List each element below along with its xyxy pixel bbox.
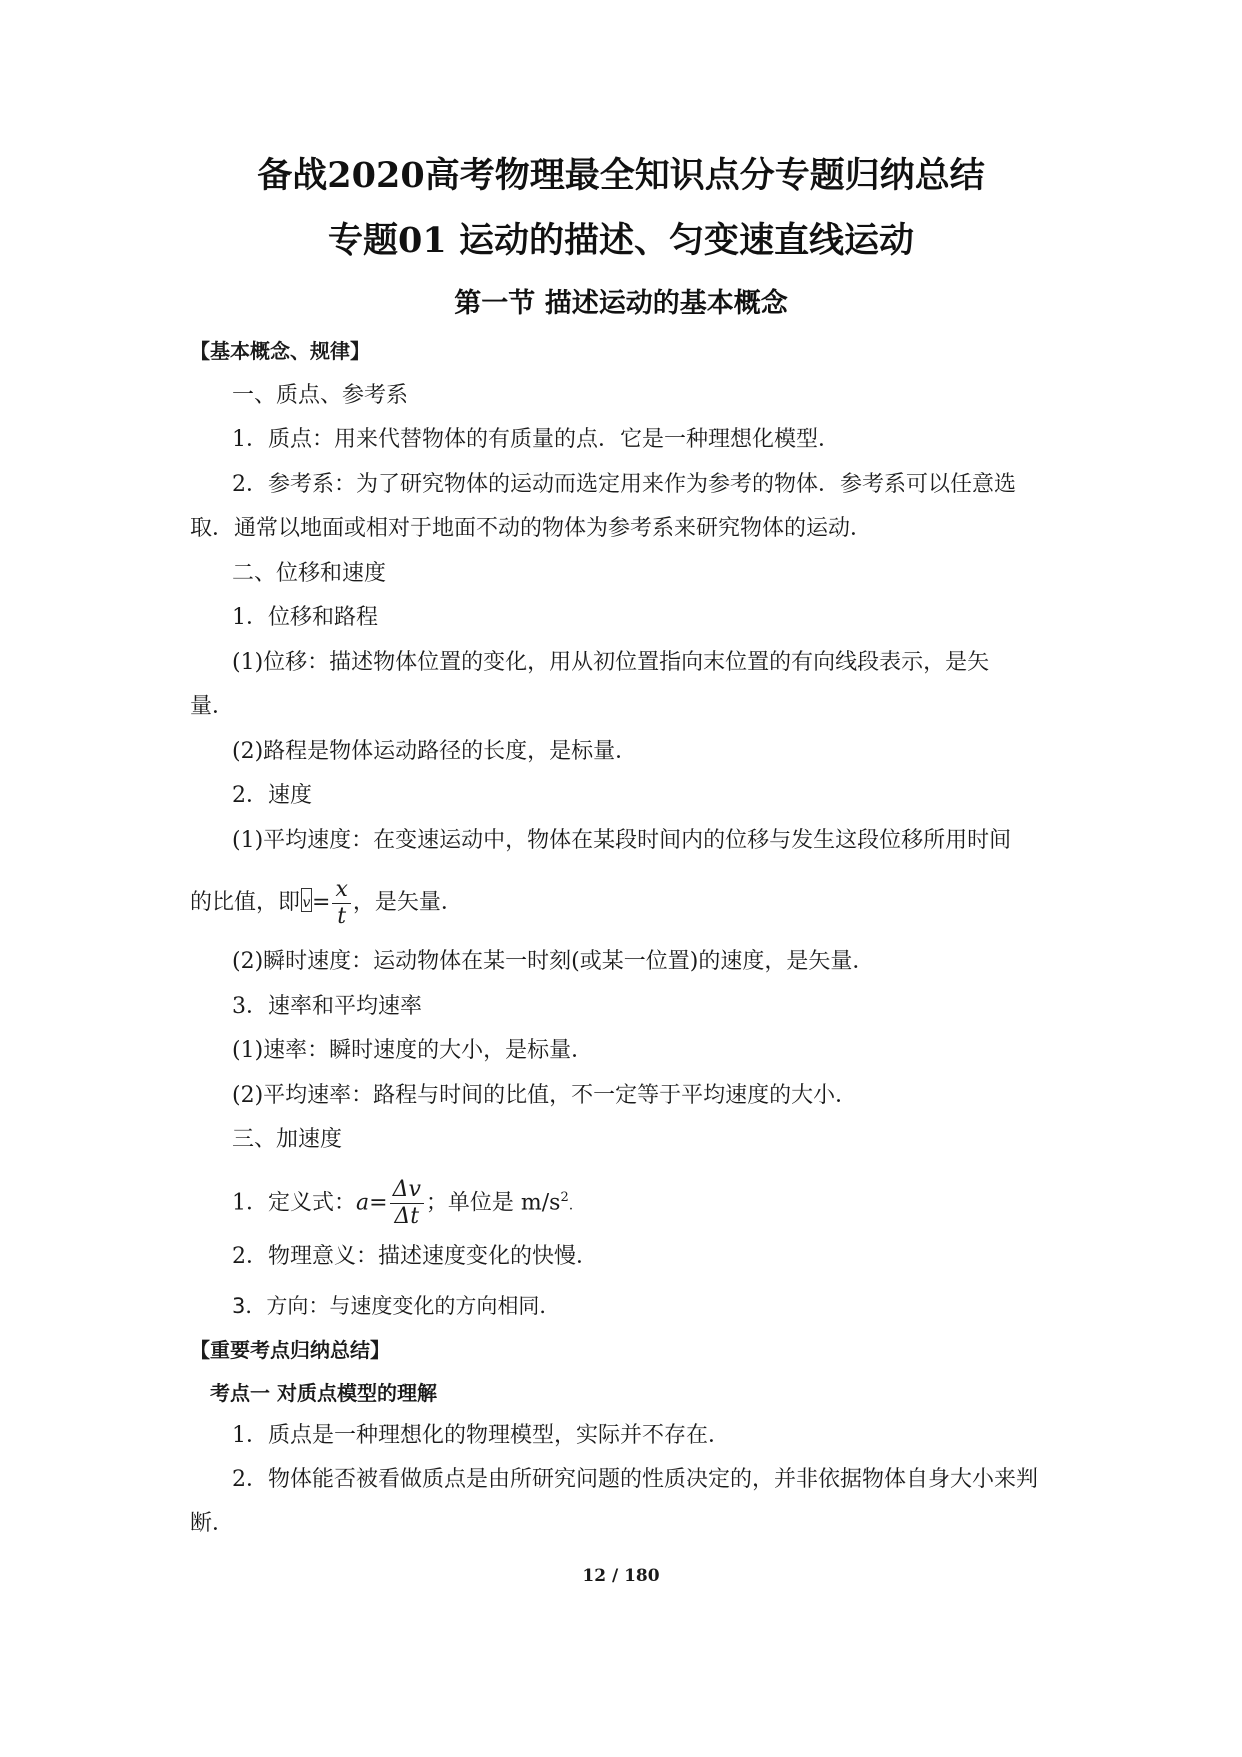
s3-item-3: 3．方向：与速度变化的方向相同． <box>232 1294 561 1318</box>
fraction-numerator-dv: Δv <box>392 1176 421 1202</box>
s2-item-1b: (2)路程是物体运动路径的长度，是标量． <box>232 739 638 764</box>
acceleration-fraction <box>390 1177 424 1230</box>
acceleration-symbol: a <box>356 1190 370 1216</box>
key-point-1-title: 考点一 对质点模型的理解 <box>210 1381 437 1405</box>
s1-paragraph-1: 1．质点：用来代替物体的有质量的点．它是一种理想化模型． <box>232 427 840 452</box>
s3-title: 三、加速度 <box>232 1127 343 1152</box>
key-point-1-paragraph-2a: 2．物体能否被看做质点是由所研究问题的性质决定的，并非依据物体自身大小来判 <box>232 1467 1038 1492</box>
s2-item-2a-line2 <box>190 875 463 931</box>
page-number: 12 / 180 <box>582 1566 660 1586</box>
s2-item-3: 3．速率和平均速率 <box>232 994 422 1019</box>
s2-title: 二、位移和速度 <box>232 561 387 586</box>
fraction-denominator-dt: Δt <box>390 1203 424 1230</box>
s3-item-1-prefix: 1．定义式： <box>232 1190 356 1216</box>
section-title: 第一节 描述运动的基本概念 <box>454 288 788 319</box>
s2-item-2b: (2)瞬时速度：运动物体在某一时刻(或某一位置)的速度，是矢量． <box>232 949 875 974</box>
key-point-1-paragraph-2b: 断． <box>190 1511 235 1536</box>
s2-item-2a-line1: (1)平均速度：在变速运动中，物体在某段时间内的位移与发生这段位移所用时间 <box>232 828 1012 853</box>
s2-item-2a-suffix: ，是矢量． <box>352 890 463 915</box>
key-point-1-paragraph-1: 1．质点是一种理想化的物理模型，实际并不存在． <box>232 1423 730 1448</box>
s2-item-1: 1．位移和路程 <box>232 605 378 630</box>
equals-sign-2: = <box>369 1190 388 1216</box>
s2-item-1a-line2: 量． <box>190 694 235 719</box>
avg-velocity-symbol: v <box>301 888 312 912</box>
s2-item-2a-prefix: 的比值，即 <box>190 890 301 915</box>
s1-title: 一、质点、参考系 <box>232 383 409 408</box>
s1-paragraph-2a: 2．参考系：为了研究物体的运动而选定用来作为参考的物体．参考系可以任意选 <box>232 472 1016 497</box>
unit-exponent: 2 <box>560 1190 569 1205</box>
topic-title: 专题01 运动的描述、匀变速直线运动 <box>328 220 914 261</box>
s1-paragraph-2b: 取．通常以地面或相对于地面不动的物体为参考系来研究物体的运动． <box>190 516 873 541</box>
s2-item-2: 2．速度 <box>232 783 312 808</box>
fraction-denominator: t <box>332 903 350 930</box>
heading-key-points: 【重要考点归纳总结】 <box>190 1338 390 1362</box>
s3-item-2: 2．物理意义：描述速度变化的快慢． <box>232 1244 598 1269</box>
heading-basic-concepts: 【基本概念、规律】 <box>190 339 370 363</box>
unit-dot: . <box>568 1197 574 1214</box>
s2-item-1a-line1: (1)位移：描述物体位置的变化，用从初位置指向末位置的有向线段表示，是矢 <box>232 650 990 675</box>
document-title: 备战2020高考物理最全知识点分专题归纳总结 <box>257 155 985 196</box>
s3-item-1 <box>232 1170 573 1233</box>
s2-item-3a: (1)速率：瞬时速度的大小，是标量． <box>232 1038 594 1063</box>
fraction-numerator: x <box>335 876 348 902</box>
s3-item-1-unit: ；单位是 m/s <box>425 1190 561 1216</box>
equals-sign: = <box>312 890 331 915</box>
s2-item-3b: (2)平均速率：路程与时间的比值，不一定等于平均速度的大小． <box>232 1083 858 1108</box>
velocity-fraction <box>332 877 350 930</box>
